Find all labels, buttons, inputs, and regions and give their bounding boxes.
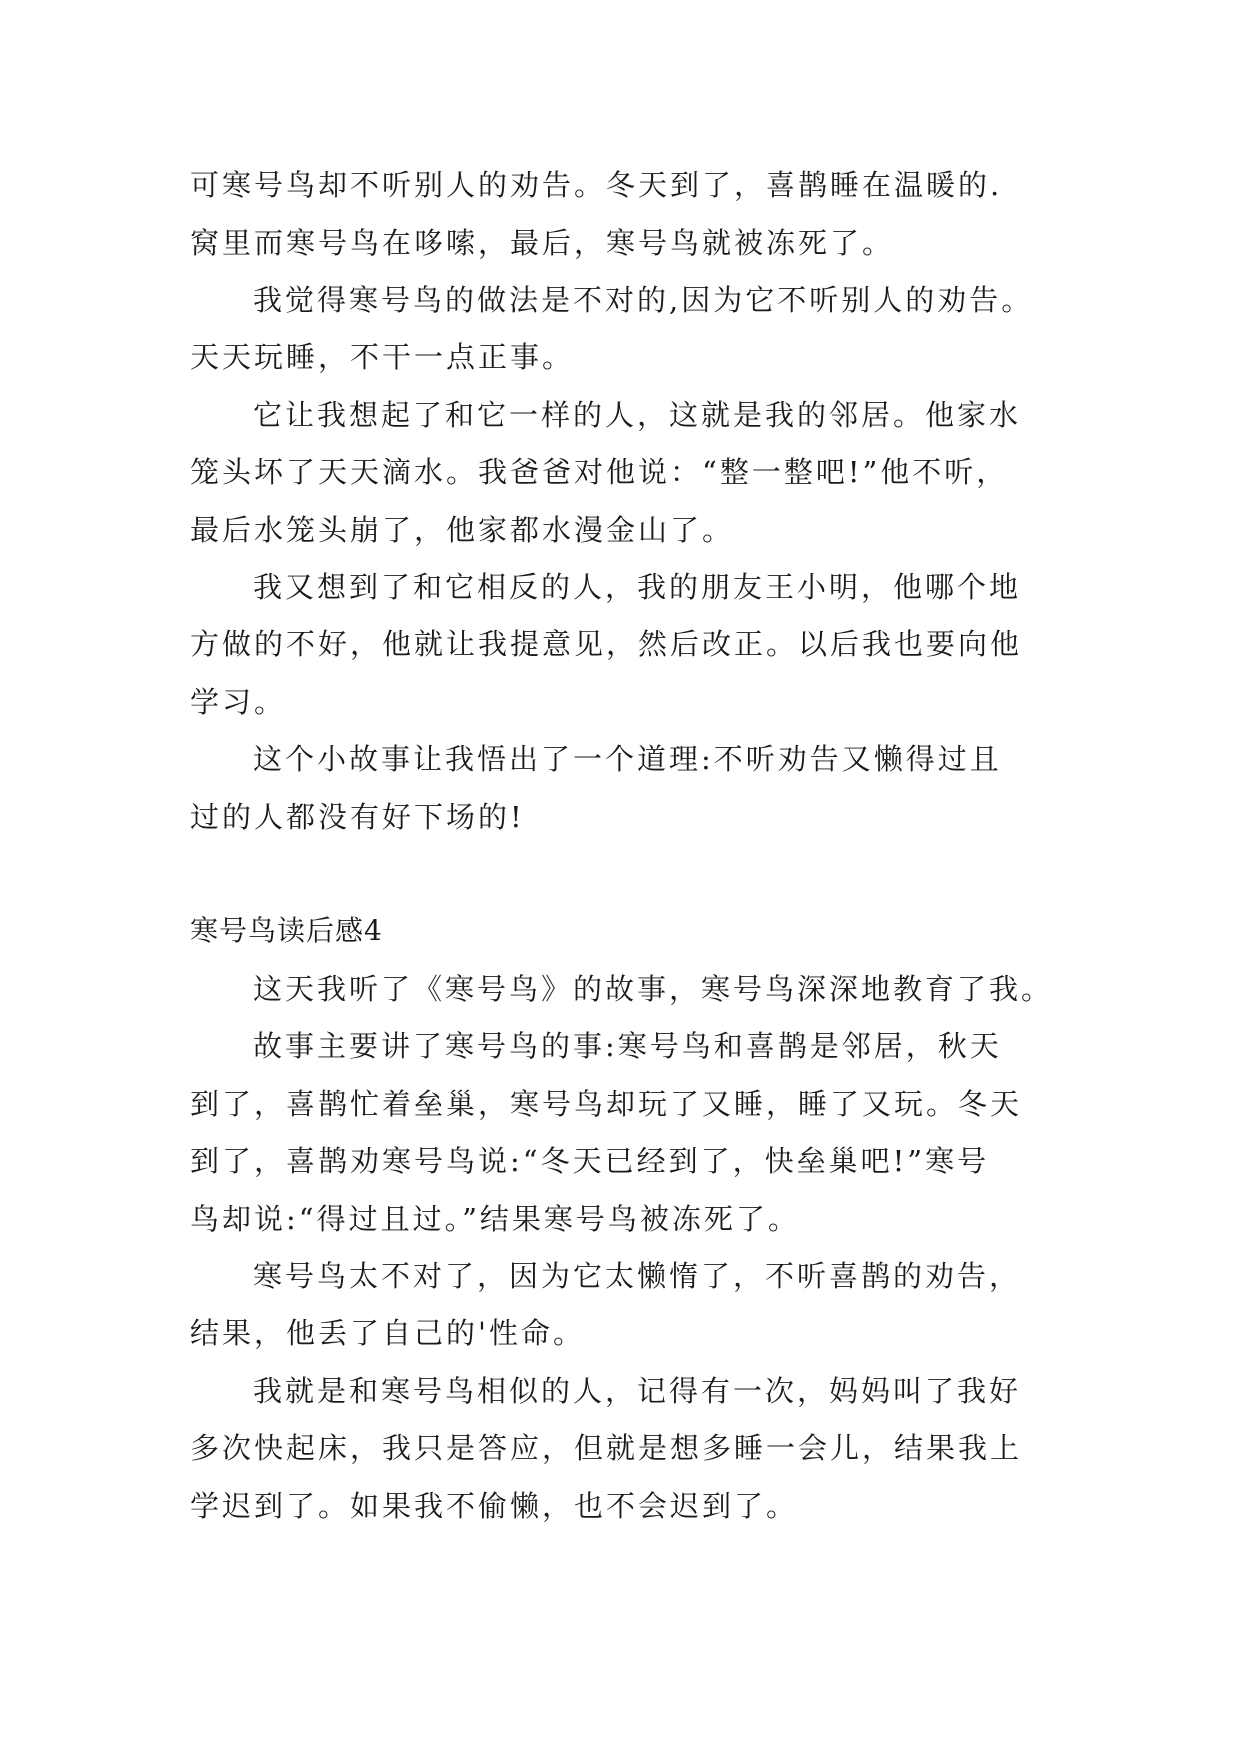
paragraph-start: 这天我听了《寒号鸟》的故事，寒号鸟深深地教育了我。	[253, 972, 1054, 1006]
text-line: 结果，他丢了自己的'性命。	[190, 1316, 585, 1350]
text-line: 天天玩睡，不干一点正事。	[190, 340, 575, 374]
text-line: 学迟到了。如果我不偷懒，也不会迟到了。	[190, 1489, 799, 1523]
text-line: 可寒号鸟却不听别人的劝告。冬天到了，喜鹊睡在温暖的.	[190, 168, 1003, 202]
text-line: 窝里而寒号鸟在哆嗦，最后，寒号鸟就被冻死了。	[190, 226, 895, 260]
text-line: 鸟却说:“得过且过。”结果寒号鸟被冻死了。	[190, 1202, 800, 1236]
text-line: 笼头坏了天天滴水。我爸爸对他说：“整一整吧!”他不听，	[190, 455, 1009, 489]
paragraph-start: 寒号鸟太不对了，因为它太懒惰了，不听喜鹊的劝告，	[253, 1259, 1022, 1293]
paragraph-start: 我又想到了和它相反的人，我的朋友王小明，他哪个地	[253, 570, 1022, 604]
text-line: 方做的不好，他就让我提意见，然后改正。以后我也要向他	[190, 627, 1023, 661]
paragraph-start: 我就是和寒号鸟相似的人，记得有一次，妈妈叫了我好	[253, 1374, 1022, 1408]
paragraph-start: 这个小故事让我悟出了一个道理:不听劝告又懒得过且	[253, 742, 1002, 776]
text-line: 到了，喜鹊忙着垒巢，寒号鸟却玩了又睡，睡了又玩。冬天	[190, 1087, 1023, 1121]
paragraph-start: 故事主要讲了寒号鸟的事:寒号鸟和喜鹊是邻居，秋天	[253, 1029, 1002, 1063]
paragraph-start: 我觉得寒号鸟的做法是不对的,因为它不听别人的劝告。	[253, 283, 1034, 317]
section-heading: 寒号鸟读后感4	[190, 914, 383, 947]
text-line: 最后水笼头崩了，他家都水漫金山了。	[190, 513, 735, 547]
text-line: 过的人都没有好下场的!	[190, 800, 525, 834]
text-line: 学习。	[190, 685, 287, 719]
paragraph-start: 它让我想起了和它一样的人，这就是我的邻居。他家水	[253, 398, 1022, 432]
text-line: 到了，喜鹊劝寒号鸟说:“冬天已经到了，快垒巢吧!”寒号	[190, 1144, 990, 1178]
text-line: 多次快起床，我只是答应，但就是想多睡一会儿，结果我上	[190, 1431, 1023, 1465]
